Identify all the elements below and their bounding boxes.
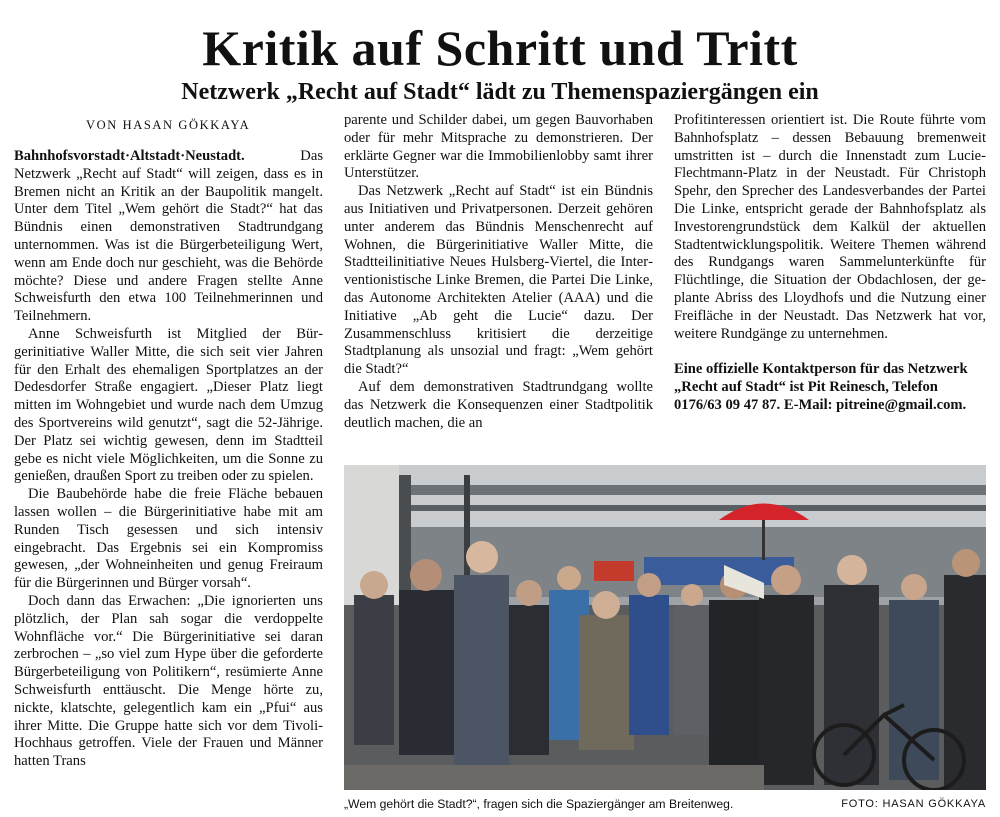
subheadline: Netzwerk „Recht auf Stadt“ lädt zu Themenspaziergängen ein <box>181 79 819 105</box>
dateline: Bahnhofsvorstadt·Altstadt·Neustadt. <box>14 148 245 164</box>
paragraph <box>14 148 323 326</box>
paragraph: Auf dem demonstrativen Stadtrundgang wollte das Netzwerk die Konsequenzen einer Stadtpolitik deutlich machen, die an <box>344 378 653 431</box>
contact-info: Eine offizielle Kontaktperson für das Netzwerk „Recht auf Stadt“ ist Pit Reinesch, Telefon 0176/63 09 47 87. E-Mail: pitreine@gmail.com. <box>674 361 968 413</box>
paragraph: Anne Schweisfurth ist Mitglied der Bürgerinitiative Waller Mitte, die sich seit vier Jahren für den Erhalt des ehemaligen Sportplatzes an der Dedesdorfer Straße engagiert. „Dieser Platz liegt mitten im Wohngebiet und wurde nach dem Umzug des Sportvereins wild genutzt“, sagt die 52-Jährige. Der Platz sei wichtig gewesen, denn im Stadtteil gebe es nicht viele Möglichkeiten, um die Sonne zu genießen, draußen Sport zu treiben oder zu spielen. <box>14 325 323 485</box>
paragraph-text: Das Netzwerk „Recht auf Stadt“ will zeigen, dass es in Bremen nicht an Kritik an der Baupolitik mangelt. Unter dem Titel „Wem gehört die Stadt?“ hat das Bündnis einen demonstrativen Stadtrundgang unternommen. Was ist die Bürgerbeteiligung Wert, wenn am Ende doch nur geschieht, was die Behörde möchte? Diese und andere Fragen stellte Anne Schweisfurth den etwa 100 Teilnehmerinnen und Teilnehmern. <box>14 148 323 325</box>
paragraph: parente und Schilder dabei, um gegen Bauvorhaben oder für mehr Mitsprache zu demonstrieren. Der erklärte Gegner war die Immobilienlobby samt ihrer Unterstützer. <box>344 112 653 182</box>
paragraph: Profitinteressen orientiert ist. Die Route führte vom Bahnhofsplatz – dessen Bebauung bremenweit umstritten ist – durch die Innenstadt zum Lucie-Flechtmann-Platz in der Neustadt. Für Christoph Spehr, den Sprecher des Landesverbandes der Partei Die Linke, entspricht gerade der Bahnhofsplatz als Investorengrundstück dem Kalkül der aktuellen Stadtentwicklungspolitik. Weitere Themen während des Rundgangs waren Sammelunterkünfte für Flüchtlinge, die Situation der Obdachlosen, der geplante Abriss des Lloydhofs und die Nutzung einer Freifläche in der Neustadt. Das Netzwerk hat vor, weitere Rundgänge zu unternehmen. <box>674 112 986 342</box>
paragraph: Das Netzwerk „Recht auf Stadt“ ist ein Bündnis aus Initiativen und Privatpersonen. Derzeit gehören unter anderem das Bündnis Menschenrecht auf Wohnen, die Bürgerinitiative Waller Mitte, die Stadtteilinitiative Neues Hulsberg-Viertel, die Interventionistische Linke Bremen, die Partei Die Linke, das Autonome Architekten Atelier (AAA) und die Initiative „Ab geht die Lucie“ dazu. Der Zusammenschluss kritisiert die derzeitige Stadtplanung als unsozial und fragt: „Wem gehört die Stadt?“ <box>344 183 653 378</box>
paragraph: Doch dann das Erwachen: „Die ignorierten uns plötzlich, der Plan sah sogar die verdoppelte Wohnfläche vor.“ Die Bürgerinitiative sei daran zerbrochen – „so viel zum Hype über die geforderte Bürgerbeteiligung von Politikern“, resümierte Anne Schweisfurth enttäuscht. Die Menge hörte zu, nickte, klatschte, gelegentlich kam ein „Pfui“ aus ihrer Mitte. Die Gruppe hatte sich vor dem Tivoli-Hochhaus getroffen. Viele der Frauen und Männer hatten Trans <box>14 592 323 770</box>
byline: VON HASAN GÖKKAYA <box>86 118 251 132</box>
paragraph: Die Baubehörde habe die freie Fläche bebauen lassen wollen – die Bürgerinitiative habe mit am Runden Tisch gesessen und sich intensiv eingebracht. Das Ergebnis sei ein Kompromiss gewesen, „der Wohneinheiten und genug Freiraum für die Bürgerinnen und Bürger vorsah“. <box>14 486 323 592</box>
photo-credit: FOTO: HASAN GÖKKAYA <box>841 798 986 810</box>
caption-text: „Wem gehört die Stadt?“, fragen sich die Spaziergänger am Breitenweg. <box>344 797 734 811</box>
text-column-1 <box>14 148 323 771</box>
text-column-3 <box>674 112 986 415</box>
headline: Kritik auf Schritt und Tritt <box>202 20 798 76</box>
news-photo <box>344 465 986 790</box>
text-column-2 <box>344 112 653 432</box>
